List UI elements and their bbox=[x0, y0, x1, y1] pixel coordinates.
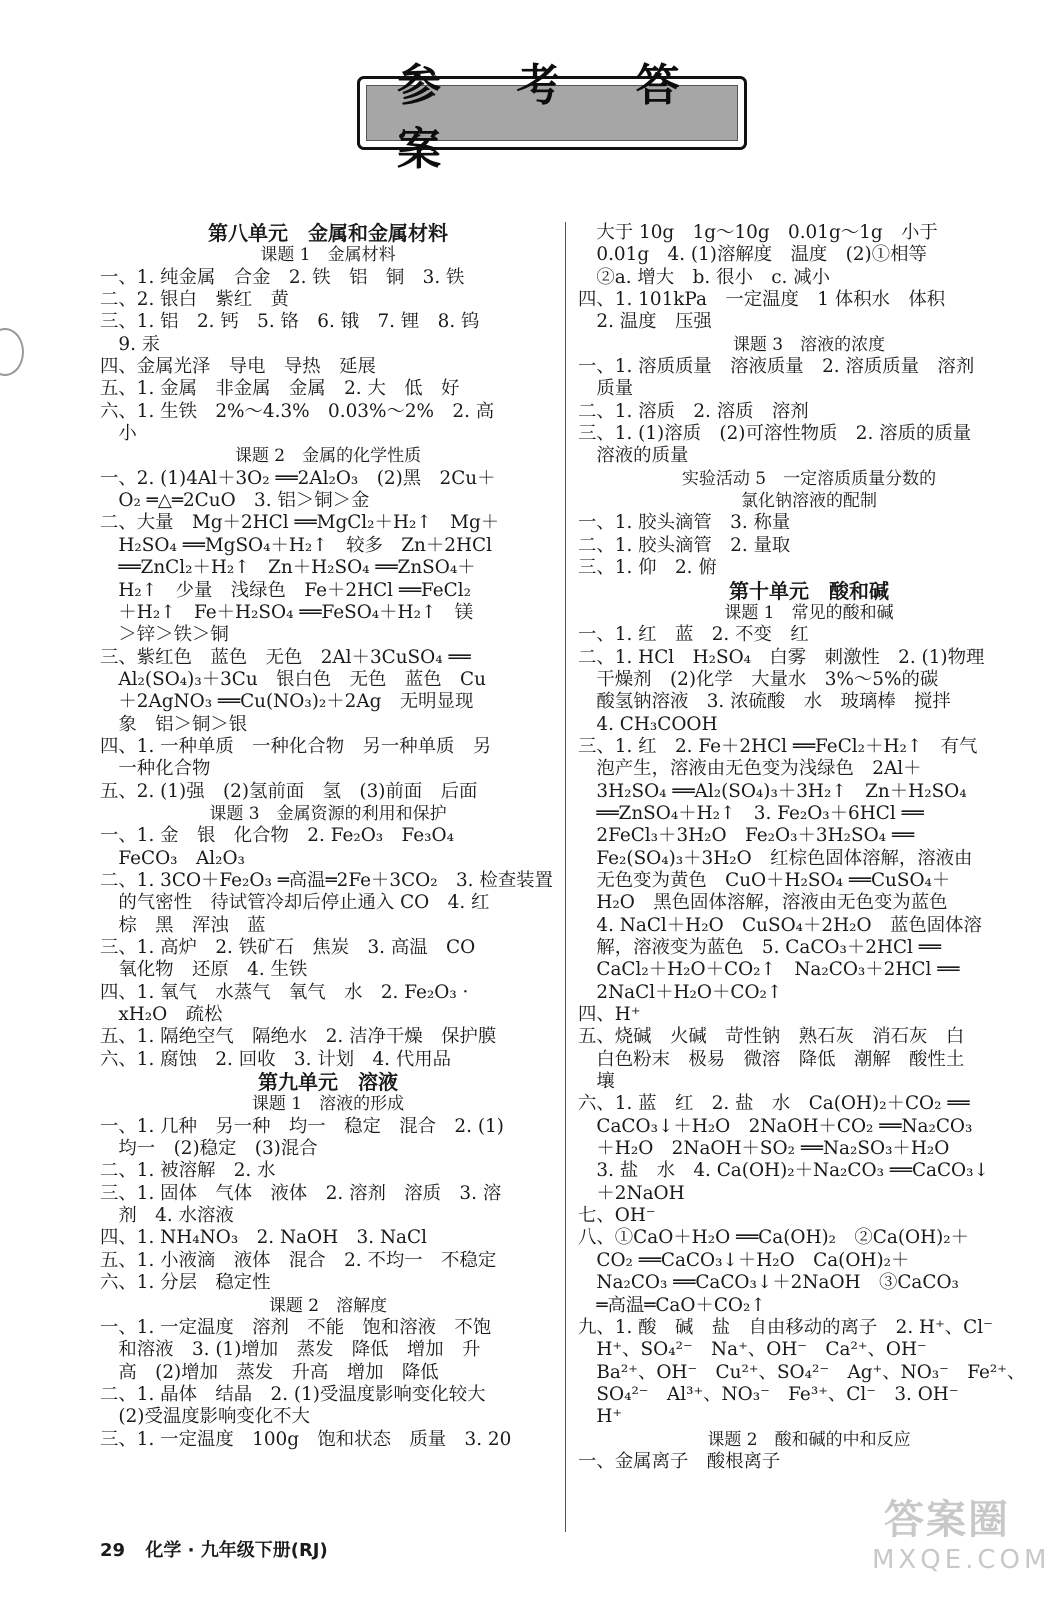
answer-line: ＋2NaOH bbox=[578, 1182, 685, 1204]
answer-line: H⁺、SO₄²⁻ Na⁺、OH⁻ Ca²⁺、OH⁻ bbox=[578, 1339, 927, 1361]
answer-line: CaCO₃↓＋H₂O 2NaOH＋CO₂ ══Na₂CO₃ bbox=[578, 1115, 973, 1137]
answer-line: ＋H₂↑ Fe＋H₂SO₄ ══FeSO₄＋H₂↑ 镁 bbox=[100, 601, 474, 623]
unit-heading: 第八单元 金属和金属材料 bbox=[208, 222, 448, 245]
answer-line: 4. CH₃COOH bbox=[578, 713, 718, 735]
answer-line: 3. 盐 水 4. Ca(OH)₂＋Na₂CO₃ ══CaCO₃↓ bbox=[578, 1160, 989, 1182]
answer-line: 象 铝＞铜＞银 bbox=[100, 713, 248, 735]
answer-line: 八、①CaO＋H₂O ══Ca(OH)₂ ②Ca(OH)₂＋ bbox=[578, 1227, 970, 1249]
answer-line: 一、1. 红 蓝 2. 不变 红 bbox=[578, 624, 809, 646]
answer-line: 四、1. 氧气 水蒸气 氧气 水 2. Fe₂O₃ · bbox=[100, 981, 469, 1003]
answer-line: CaCl₂＋H₂O＋CO₂↑ Na₂CO₃＋2HCl ══ bbox=[578, 959, 960, 981]
answer-line: 泡产生，溶液由无色变为浅绿色 2Al＋ bbox=[578, 758, 922, 780]
answer-line: 大于 10g 1g～10g 0.01g～1g 小于 bbox=[578, 222, 938, 243]
answer-line: 酸氢钠溶液 3. 浓硫酸 水 玻璃棒 搅拌 bbox=[578, 691, 951, 713]
answer-line: 五、1. 隔绝空气 隔绝水 2. 洁净干燥 保护膜 bbox=[100, 1026, 497, 1048]
answer-line: Ba²⁺、OH⁻ Cu²⁺、SO₄²⁻ Ag⁺、NO₃⁻ Fe²⁺、 bbox=[578, 1361, 1026, 1383]
answer-line: 2NaCl＋H₂O＋CO₂↑ bbox=[578, 981, 783, 1003]
watermark-logo bbox=[872, 1488, 1051, 1588]
lesson-heading: 课题 2 金属的化学性质 bbox=[234, 446, 422, 467]
answer-line: 六、1. 腐蚀 2. 回收 3. 计划 4. 代用品 bbox=[100, 1048, 452, 1070]
answer-line: 二、1. 被溶解 2. 水 bbox=[100, 1160, 276, 1182]
lesson-heading: 实验活动 5 一定溶质质量分数的 bbox=[681, 468, 937, 489]
answer-line: H₂O 黑色固体溶解，溶液由无色变为蓝色 bbox=[578, 892, 948, 914]
answer-line: 五、1. 金属 非金属 金属 2. 大 低 好 bbox=[100, 378, 460, 400]
answer-line: 高 (2)增加 蒸发 升高 增加 降低 bbox=[100, 1361, 439, 1383]
lesson-heading: 课题 3 溶液的浓度 bbox=[732, 334, 886, 355]
answer-line: 白色粉末 极易 微溶 降低 潮解 酸性土 bbox=[578, 1048, 965, 1070]
answer-line: 二、2. 银白 紫红 黄 bbox=[100, 289, 289, 311]
answer-line: ＞锌＞铁＞铜 bbox=[100, 624, 229, 646]
page-title: 参 考 答 案 bbox=[366, 85, 738, 141]
answer-line: ══ZnCl₂＋H₂↑ Zn＋H₂SO₄ ══ZnSO₄＋ bbox=[100, 557, 476, 579]
unit-heading: 第九单元 溶液 bbox=[258, 1071, 398, 1094]
answer-line: 六、1. 分层 稳定性 bbox=[100, 1272, 271, 1294]
answer-line: ═高温═CaO＋CO₂↑ bbox=[578, 1294, 766, 1316]
answer-line: 三、1. 一定温度 100g 饱和状态 质量 3. 20 bbox=[100, 1428, 512, 1450]
answer-line: ＋H₂O 2NaOH＋SO₂ ══Na₂SO₃＋H₂O bbox=[578, 1138, 950, 1160]
answer-line: 一、2. (1)4Al＋3O₂ ══2Al₂O₃ (2)黑 2Cu＋ bbox=[100, 467, 496, 489]
answer-line: ══ZnSO₄＋H₂↑ 3. Fe₂O₃＋6HCl ══ bbox=[578, 802, 924, 824]
answer-line: 剂 4. 水溶液 bbox=[100, 1205, 234, 1227]
answer-line: 五、2. (1)强 (2)氢前面 氢 (3)前面 后面 bbox=[100, 780, 478, 802]
answer-line: 四、1. 101kPa 一定温度 1 体积水 体积 bbox=[578, 289, 946, 311]
answer-line: 二、1. HCl H₂SO₄ 白雾 刺激性 2. (1)物理 bbox=[578, 646, 985, 668]
answer-line: Na₂CO₃ ══CaCO₃↓＋2NaOH ③CaCO₃ bbox=[578, 1272, 959, 1294]
answer-line: 三、1. 固体 气体 液体 2. 溶剂 溶质 3. 溶 bbox=[100, 1182, 502, 1204]
answer-line: 六、1. 蓝 红 2. 盐 水 Ca(OH)₂＋CO₂ ══ bbox=[578, 1093, 970, 1115]
lesson-heading: 课题 2 酸和碱的中和反应 bbox=[707, 1429, 911, 1450]
answer-line: ②a. 增大 b. 很小 c. 减小 bbox=[578, 266, 831, 288]
lesson-heading: 课题 3 金属资源的利用和保护 bbox=[209, 803, 447, 824]
answer-line: 四、1. 一种单质 一种化合物 另一种单质 另 bbox=[100, 735, 492, 757]
margin-mark bbox=[0, 328, 24, 376]
answer-line: 四、金属光泽 导电 导热 延展 bbox=[100, 356, 376, 378]
answer-line: 壤 bbox=[578, 1071, 615, 1093]
answer-line: 解，溶液变为蓝色 5. CaCO₃＋2HCl ══ bbox=[578, 937, 941, 958]
answer-line: 三、1. 铝 2. 钙 5. 铬 6. 锇 7. 锂 8. 钨 bbox=[100, 311, 480, 333]
answer-line: 三、1. 红 2. Fe＋2HCl ══FeCl₂＋H₂↑ 有气 bbox=[578, 735, 978, 757]
lesson-heading: 氯化钠溶液的配制 bbox=[741, 491, 877, 512]
answer-line: ＋2AgNO₃ ══Cu(NO₃)₂＋2Ag 无明显现 bbox=[100, 691, 474, 713]
answer-line: 二、大量 Mg＋2HCl ══MgCl₂＋H₂↑ Mg＋ bbox=[100, 512, 500, 534]
answer-line: 2. 温度 压强 bbox=[578, 311, 712, 333]
answer-line: FeCO₃ Al₂O₃ bbox=[100, 847, 245, 869]
answer-line: 小 bbox=[100, 423, 137, 445]
lesson-heading: 课题 2 溶解度 bbox=[268, 1295, 388, 1316]
answer-line: 均一 (2)稳定 (3)混合 bbox=[100, 1138, 318, 1160]
page-footer bbox=[100, 1536, 328, 1562]
watermark-bottom: MXQE.COM bbox=[872, 1545, 1051, 1575]
answer-line: 溶液的质量 bbox=[578, 445, 689, 467]
answer-line: 一、1. 一定温度 溶剂 不能 饱和溶液 不饱 bbox=[100, 1316, 492, 1338]
answer-line: 一、1. 金 银 化合物 2. Fe₂O₃ Fe₃O₄ bbox=[100, 825, 455, 847]
answer-line: 二、1. 溶质 2. 溶质 溶剂 bbox=[578, 400, 809, 422]
answer-line: 一、1. 溶质质量 溶液质量 2. 溶质质量 溶剂 bbox=[578, 356, 975, 378]
answer-line: 一、金属离子 酸根离子 bbox=[578, 1450, 781, 1472]
answer-line: CO₂ ══CaCO₃↓＋H₂O Ca(OH)₂＋ bbox=[578, 1249, 910, 1271]
answer-line: 七、OH⁻ bbox=[578, 1205, 656, 1227]
answer-banner bbox=[357, 60, 747, 175]
watermark-top: 答案圈 bbox=[884, 1497, 1010, 1543]
answer-line: 无色变为黄色 CuO＋H₂SO₄ ══CuSO₄＋ bbox=[578, 869, 951, 891]
answer-line: 四、1. NH₄NO₃ 2. NaOH 3. NaCl bbox=[100, 1227, 427, 1249]
answer-line: 0.01g 4. (1)溶解度 温度 (2)①相等 bbox=[578, 244, 927, 266]
page-number: 29 bbox=[100, 1540, 126, 1561]
column-divider bbox=[565, 222, 566, 1532]
lesson-heading: 课题 1 金属材料 bbox=[260, 245, 396, 266]
answer-line: 六、1. 生铁 2%～4.3% 0.03%～2% 2. 高 bbox=[100, 400, 495, 422]
answer-line: 三、1. (1)溶质 (2)可溶性物质 2. 溶质的质量 bbox=[578, 423, 972, 445]
answer-line: 氧化物 还原 4. 生铁 bbox=[100, 959, 308, 981]
answer-line: 九、1. 酸 碱 盐 自由移动的离子 2. H⁺、Cl⁻ bbox=[578, 1316, 993, 1338]
answer-line: 的气密性 待试管冷却后停止通入 CO 4. 红 bbox=[100, 892, 490, 914]
answer-line: SO₄²⁻ Al³⁺、NO₃⁻ Fe³⁺、Cl⁻ 3. OH⁻ bbox=[578, 1383, 959, 1405]
right-column bbox=[578, 222, 1040, 1473]
answer-line: 二、1. 3CO＋Fe₂O₃ ═高温═2Fe＋3CO₂ 3. 检查装置 bbox=[100, 869, 553, 891]
left-column bbox=[100, 222, 556, 1451]
subject-label: 化学 · 九年级下册(RJ) bbox=[145, 1540, 328, 1561]
answer-line: 3H₂SO₄ ══Al₂(SO₄)₃＋3H₂↑ Zn＋H₂SO₄ bbox=[578, 780, 967, 802]
answer-line: 一、1. 胶头滴管 3. 称量 bbox=[578, 512, 791, 534]
answer-line: Al₂(SO₄)₃＋3Cu 银白色 无色 蓝色 Cu bbox=[100, 668, 486, 690]
answer-line: 2FeCl₃＋3H₂O Fe₂O₃＋3H₂SO₄ ══ bbox=[578, 825, 915, 847]
answer-line: 四、H⁺ bbox=[578, 1004, 641, 1026]
lesson-heading: 课题 1 常见的酸和碱 bbox=[724, 602, 894, 623]
answer-line: H₂↑ 少量 浅绿色 Fe＋2HCl ══FeCl₂ bbox=[100, 579, 472, 601]
answer-line: O₂ ═△═2CuO 3. 铝＞铜＞金 bbox=[100, 490, 370, 512]
answer-line: H₂SO₄ ══MgSO₄＋H₂↑ 较多 Zn＋2HCl bbox=[100, 534, 492, 556]
answer-line: 二、1. 晶体 结晶 2. (1)受温度影响变化较大 bbox=[100, 1383, 486, 1405]
answer-line: H⁺ bbox=[578, 1406, 623, 1428]
answer-line: 9. 汞 bbox=[100, 333, 161, 355]
answer-line: 一、1. 几种 另一种 均一 稳定 混合 2. (1) bbox=[100, 1115, 504, 1137]
answer-line: 五、烧碱 火碱 苛性钠 熟石灰 消石灰 白 bbox=[578, 1026, 965, 1048]
answer-line: 4. NaCl＋H₂O CuSO₄＋2H₂O 蓝色固体溶 bbox=[578, 914, 982, 936]
answer-line: 干燥剂 (2)化学 大量水 3%～5%的碳 bbox=[578, 668, 939, 690]
answer-line: 二、1. 胶头滴管 2. 量取 bbox=[578, 534, 791, 556]
answer-line: Fe₂(SO₄)₃＋3H₂O 红棕色固体溶解，溶液由 bbox=[578, 847, 973, 869]
answer-line: 三、紫红色 蓝色 无色 2Al＋3CuSO₄ ══ bbox=[100, 646, 471, 668]
answer-line: 棕 黑 浑浊 蓝 bbox=[100, 914, 266, 936]
answer-line: 五、1. 小液滴 液体 混合 2. 不均一 不稳定 bbox=[100, 1249, 497, 1271]
answer-line: 质量 bbox=[578, 378, 634, 400]
answer-line: 三、1. 仰 2. 俯 bbox=[578, 557, 717, 579]
unit-heading: 第十单元 酸和碱 bbox=[729, 579, 889, 602]
answer-line: 一、1. 纯金属 合金 2. 铁 铝 铜 3. 铁 bbox=[100, 266, 465, 288]
answer-line: (2)受温度影响变化不大 bbox=[100, 1406, 310, 1428]
lesson-heading: 课题 1 溶液的形成 bbox=[251, 1094, 405, 1115]
answer-line: xH₂O 疏松 bbox=[100, 1004, 223, 1026]
answer-line: 和溶液 3. (1)增加 蒸发 降低 增加 升 bbox=[100, 1339, 481, 1361]
answer-line: 一种化合物 bbox=[100, 758, 211, 780]
answer-line: 三、1. 高炉 2. 铁矿石 焦炭 3. 高温 CO bbox=[100, 937, 476, 958]
